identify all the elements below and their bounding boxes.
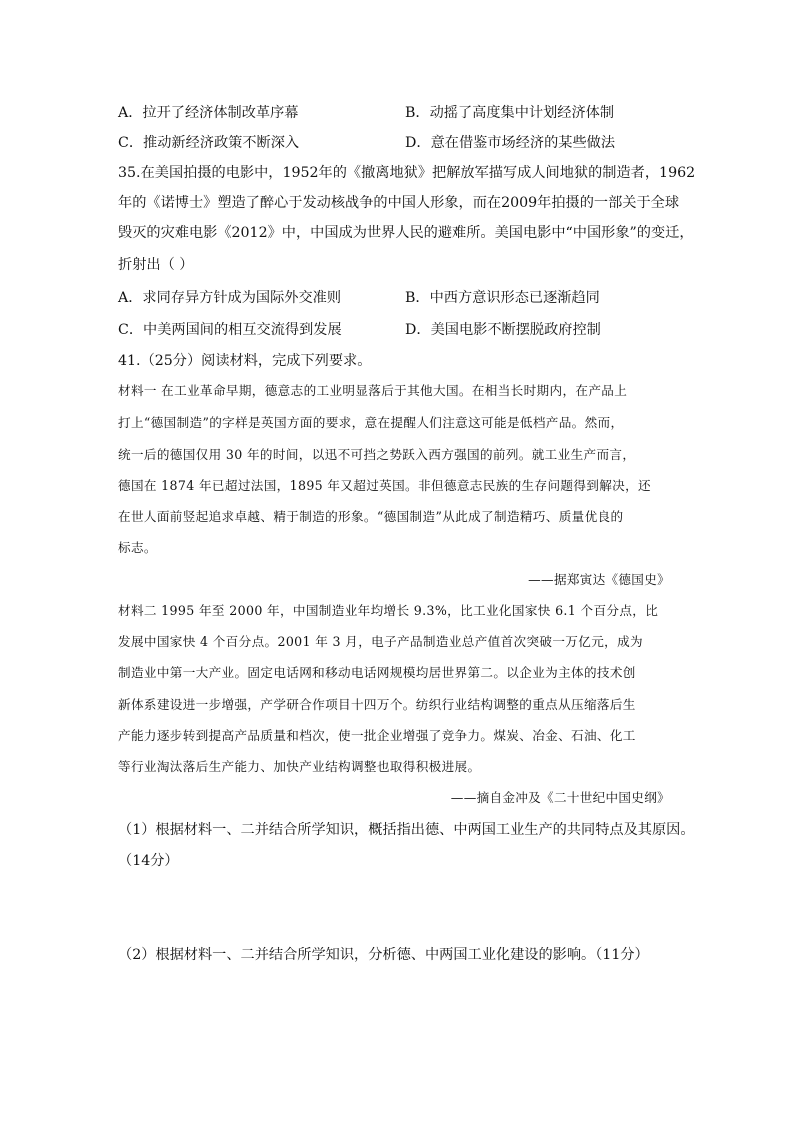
material-line: 材料一 在工业革命早期，德意志的工业明显落后于其他大国。在相当长时期内，在产品上 [118, 383, 628, 398]
q34-option-a: A．拉开了经济体制改革序幕 [118, 105, 299, 121]
material-line: 统一后的德国仅用 30 年的时间，以迅不可挡之势跃入西方强国的前列。就工业生产而言， [118, 447, 636, 462]
material-line: 等行业淘汰落后生产能力、加快产业结构调整也取得积极进展。 [118, 759, 481, 774]
sub-question-1: （1）根据材料一、二并结合所学知识，概括指出德、中两国工业生产的共同特点及其原因。 [118, 822, 695, 838]
q35-stem-line: 毁灭的灾难电影《2012》中，中国成为世界人民的避难所。美国电影中“中国形象”的变迁， [118, 225, 694, 241]
material-line: 德国在 1874 年已超过法国，1895 年又超过英国。非但德意志民族的生存问题得到解决，还 [118, 478, 651, 493]
material-two-source: ——摘自金冲及《二十世纪中国史纲》 [450, 790, 670, 805]
q41-heading: 41.（25分）阅读材料，完成下列要求。 [118, 353, 372, 369]
q35-option-a: A．求同存异方针成为国际外交准则 [118, 290, 342, 306]
material-one-source: ——据郑寅达《德国史》 [528, 572, 670, 587]
material-line: 标志。 [118, 540, 157, 555]
q35-stem-line: 35.在美国拍摄的电影中，1952年的《撤离地狱》把解放军描写成人间地狱的制造者，1962 [118, 165, 696, 181]
q35-option-d: D．美国电影不断摆脱政府控制 [405, 322, 601, 338]
material-line: 材料二 1995 年至 2000 年，中国制造业年均增长 9.3%，比工业化国家快 6.1 个百分点，比 [118, 603, 659, 618]
q35-stem-line: 折射出（ ） [118, 257, 194, 273]
sub-question-2: （2）根据材料一、二并结合所学知识，分析德、中两国工业化建设的影响。（11分） [118, 947, 649, 963]
q34-option-b: B．动摇了高度集中计划经济体制 [405, 105, 615, 121]
material-line: 产能力逐步转到提高产品质量和档次，使一批企业增强了竞争力。煤炭、冶金、石油、化工 [118, 728, 636, 743]
material-line: 在世人面前竖起追求卓越、精于制造的形象。“德国制造”从此成了制造精巧、质量优良的 [118, 509, 624, 524]
q35-stem-line: 年的《诺博士》塑造了醉心于发动核战争的中国人形象，而在2009年拍摄的一部关于全球 [118, 195, 680, 211]
q35-option-b: B．中西方意识形态已逐渐趋同 [405, 290, 600, 306]
material-line: 打上“德国制造”的字样是英国方面的要求，意在提醒人们注意这可能是低档产品。然而， [118, 415, 624, 430]
material-line: 发展中国家快 4 个百分点。2001 年 3 月，电子产品制造业总产值首次突破一万亿元，成为 [118, 634, 643, 649]
q34-option-d: D．意在借鉴市场经济的某些做法 [405, 135, 616, 151]
q34-option-c: C．推动新经济政策不断深入 [118, 135, 300, 151]
material-line: 制造业中第一大产业。固定电话网和移动电话网规模均居世界第二。以企业为主体的技术创 [118, 665, 636, 680]
material-line: 新体系建设进一步增强，产学研合作项目十四万个。纺织行业结构调整的重点从压缩落后生 [118, 697, 636, 712]
q35-option-c: C．中美两国间的相互交流得到发展 [118, 322, 342, 338]
sub-question-1-points: （14分） [118, 853, 179, 869]
